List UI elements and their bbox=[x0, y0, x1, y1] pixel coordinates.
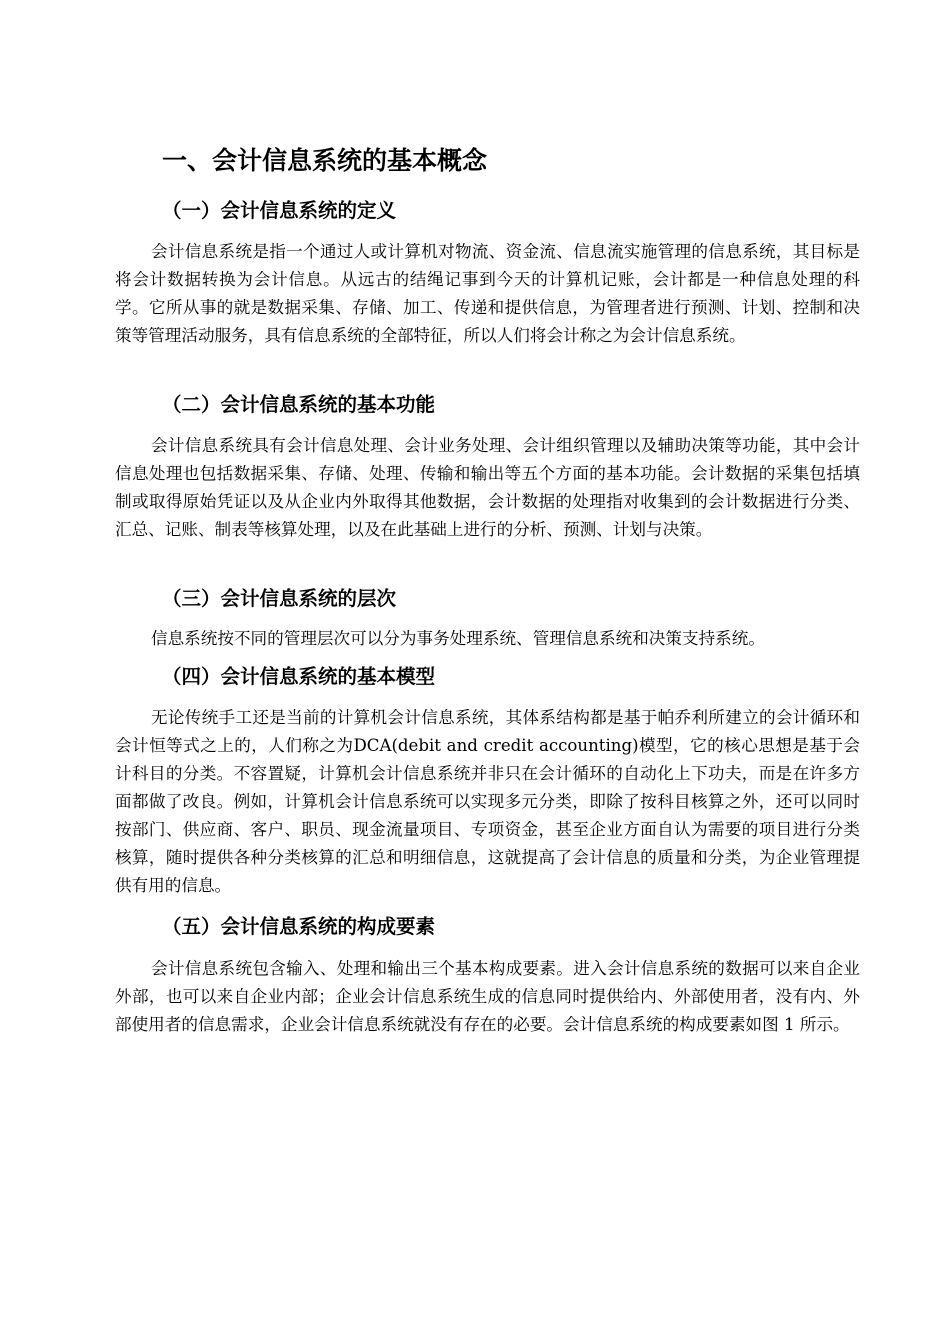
section-paragraph-levels: 信息系统按不同的管理层次可以分为事务处理系统、管理信息系统和决策支持系统。 bbox=[151, 629, 765, 648]
section-heading-levels: （三）会计信息系统的层次 bbox=[162, 587, 397, 610]
section-heading-model: （四）会计信息系统的基本模型 bbox=[162, 665, 436, 688]
section-heading-definition: （一）会计信息系统的定义 bbox=[162, 199, 397, 222]
section-paragraph-elements: 会计信息系统包含输入、处理和输出三个基本构成要素。进入会计信息系统的数据可以来自企业外部，也可以来自企业内部；企业会计信息系统生成的信息同时提供给内、外部使用者，没有内、外部使用者的信息需求，企业会计信息系统就没有存在的必要。会计信息系统的构成要素如图 1 所示。 bbox=[115, 959, 860, 1034]
section-heading-elements: （五）会计信息系统的构成要素 bbox=[162, 915, 436, 938]
section-paragraph-definition: 会计信息系统是指一个通过人或计算机对物流、资金流、信息流实施管理的信息系统，其目标是将会计数据转换为会计信息。从远古的结绳记事到今天的计算机记账，会计都是一种信息处理的科学。它所从事的就是数据采集、存储、加工、传递和提供信息，为管理者进行预测、计划、控制和决策等管理活动服务，具有信息系统的全部特征，所以人们将会计称之为会计信息系统。 bbox=[115, 242, 860, 345]
page-title: 一、会计信息系统的基本概念 bbox=[162, 146, 488, 175]
section-paragraph-model: 无论传统手工还是当前的计算机会计信息系统，其体系结构都是基于帕乔利所建立的会计循环和会计恒等式之上的，人们称之为DCA(debit and credit accounting)模型，它的核心思想是基于会计科目的分类。不容置疑，计算机会计信息系统并非只在会计循环的自动化上下功夫，而是在许多方面都做了改良。例如，计算机会计信息系统可以实现多元分类，即除了按科目核算之外，还可以同时按部门、供应商、客户、职员、现金流量项目、专项资金，甚至企业方面自认为需要的项目进行分类核算，随时提供各种分类核算的汇总和明细信息，这就提高了会计信息的质量和分类，为企业管理提供有用的信息。 bbox=[115, 708, 860, 895]
section-paragraph-functions: 会计信息系统具有会计信息处理、会计业务处理、会计组织管理以及辅助决策等功能，其中会计信息处理也包括数据采集、存储、处理、传输和输出等五个方面的基本功能。会计数据的采集包括填制或取得原始凭证以及从企业内外取得其他数据，会计数据的处理指对收集到的会计数据进行分类、汇总、记账、制表等核算处理，以及在此基础上进行的分析、预测、计划与决策。 bbox=[115, 436, 860, 539]
section-heading-functions: （二）会计信息系统的基本功能 bbox=[162, 393, 436, 416]
